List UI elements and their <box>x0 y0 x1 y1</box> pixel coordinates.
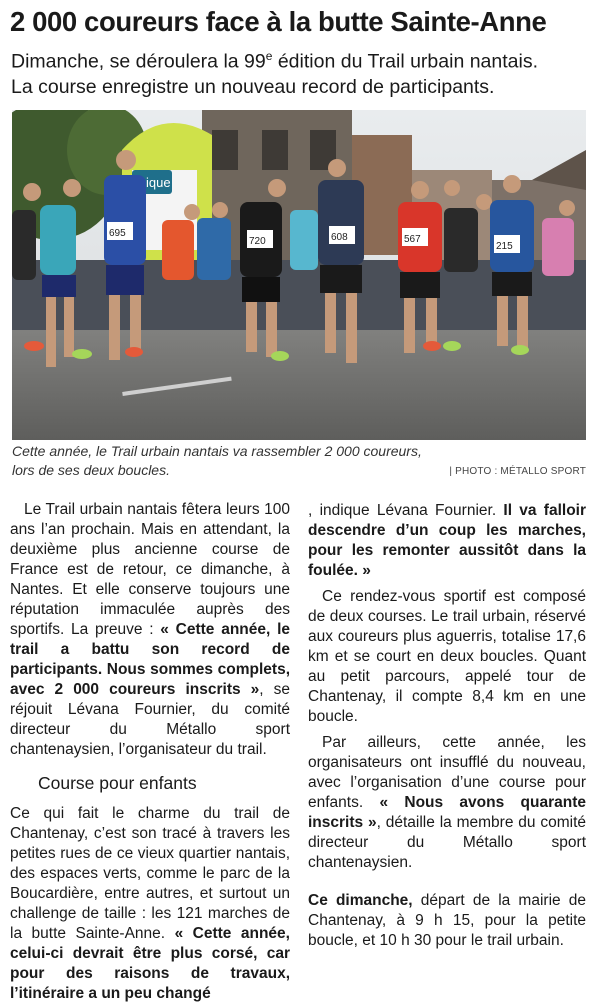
photo-credit: | PHOTO : MÉTALLO SPORT <box>449 466 586 477</box>
race-photo-illustration <box>12 110 586 440</box>
paragraph-text: , détaille la membre du comité directeur du Métallo sport chantenaysien. <box>308 814 586 871</box>
article-column-left <box>10 500 290 1004</box>
paragraph <box>308 891 586 951</box>
paragraph-text: départ de la mairie de Chantenay, à 9 h 15, pour la petite boucle, et 10 h 30 pour le trail urbain. <box>308 892 587 949</box>
quote: « Cette année, le trail a battu son record de participants. Nous sommes complets, avec 2 000 coureurs inscrits » <box>10 621 290 698</box>
paragraph-text: Ce qui fait le charme du trail de Chantenay, c’est son tracé à travers les petites rues de ce vieux quartier nantais, des espaces verts, comme le parc de la Boucardière, entre autres, et surtout un challenge de taille : les 121 marches de la butte Sainte-Anne. <box>10 805 290 942</box>
paragraph-text: Ce rendez-vous sportif est composé de deux courses. Le trail urbain, réservé aux coureurs plus aguerris, totalise 17,6 km et se court en deux boucles. Quant au petit parcours, appelé tour de Chantenay, il compte 8,4 km en une boucle. <box>308 588 586 725</box>
headline: 2 000 coureurs face à la butte Sainte-Anne <box>10 6 547 37</box>
banner-text: ique <box>146 175 171 190</box>
bib-number: 567 <box>404 234 421 245</box>
quote: Il va falloir descendre d’un coup les marches, pour les remonter aussitôt dans la foulée. » <box>308 502 587 579</box>
quote: « Cette année, celui-ci devrait être plus corsé, car pour des raisons de travaux, l’itinéraire a un peu changé <box>10 925 290 1002</box>
caption-line2: lors de ses deux boucles. <box>12 462 170 478</box>
article-column-right <box>308 501 586 951</box>
standfirst-text: Dimanche, se déroulera la 99 <box>11 50 266 73</box>
paragraph <box>10 804 290 1004</box>
paragraph <box>308 501 586 581</box>
standfirst-text-end: édition du Trail urbain nantais. <box>272 50 539 73</box>
paragraph <box>10 500 290 760</box>
photo-caption <box>12 442 492 480</box>
bib-number: 608 <box>331 232 348 243</box>
paragraph-text: Par ailleurs, cette année, les organisateurs ont insufflé du nouveau, avec l’organisation d’une course pour enfants. <box>308 734 586 811</box>
standfirst <box>11 44 589 100</box>
paragraph <box>308 587 586 727</box>
paragraph-text: , indique Lévana Fournier. <box>308 502 504 519</box>
paragraph-text: Le Trail urbain nantais fêtera leurs 100 ans l’an prochain. Mais en attendant, la deuxième plus ancienne course de France est de retour, ce dimanche, à Nantes. Et elle conserve toujours une réputation immaculée auprès des sportifs. La preuve : <box>10 501 290 638</box>
bib-number: 720 <box>249 236 266 247</box>
caption-line1: Cette année, le Trail urbain nantais va rassembler 2 000 coureurs, <box>12 443 422 459</box>
subheading: Course pour enfants <box>38 773 197 793</box>
paragraph-text: , se réjouit Lévana Fournier, du comité directeur du Métallo sport chantenaysien, l’organisateur du trail. <box>10 681 290 758</box>
bib-number: 215 <box>496 241 513 252</box>
quote: « Nous avons quarante inscrits » <box>308 794 586 831</box>
bib-number: 695 <box>109 228 126 239</box>
standfirst-superscript: e <box>265 49 273 63</box>
lead-in: Ce dimanche, <box>308 892 413 909</box>
race-photo <box>12 110 586 440</box>
standfirst-line2: La course enregistre un nouveau record de participants. <box>11 75 495 98</box>
paragraph <box>308 733 586 873</box>
